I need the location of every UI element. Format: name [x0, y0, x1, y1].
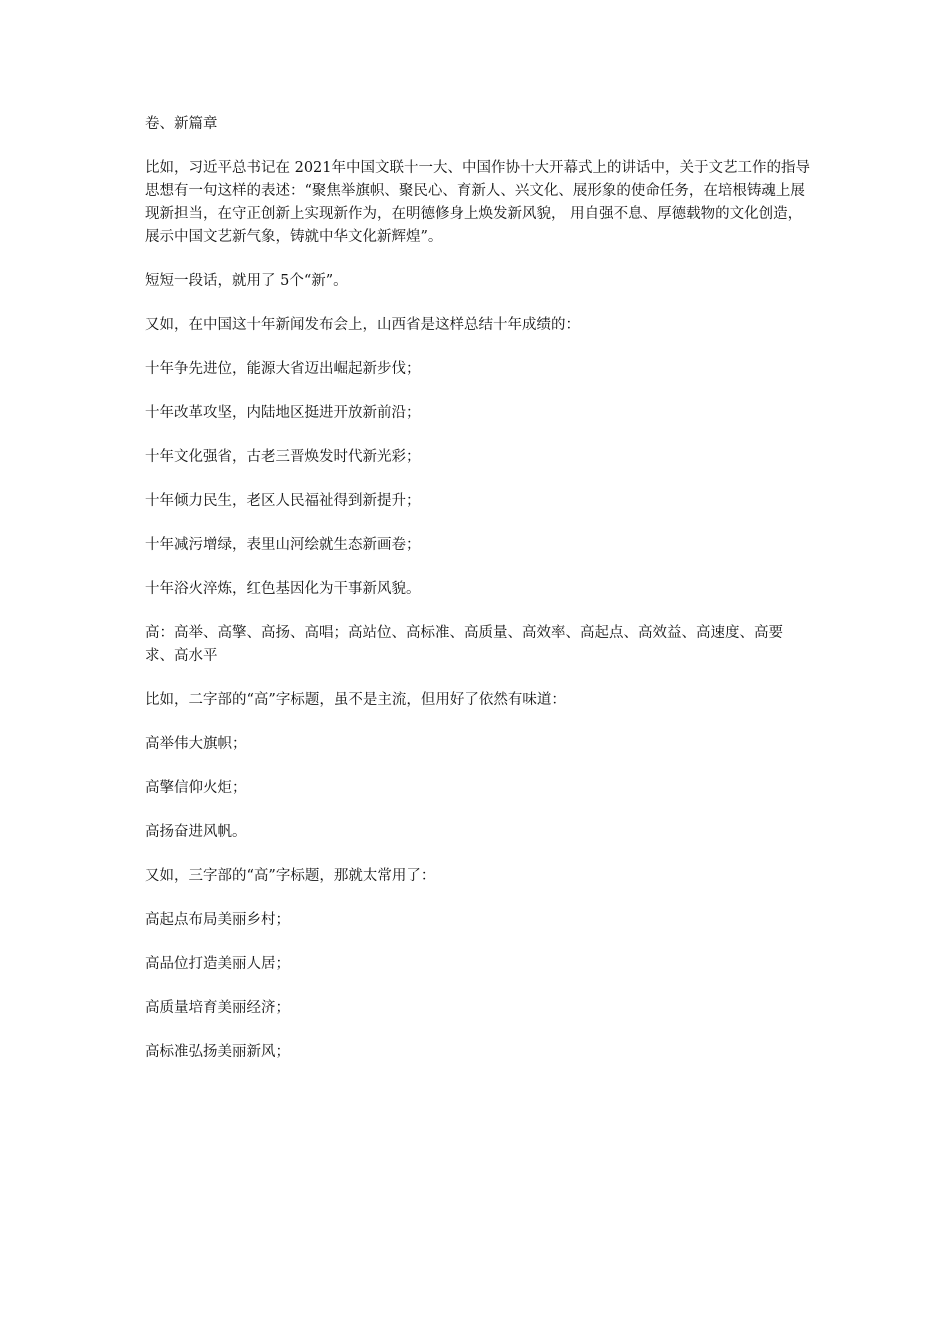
paragraph: 高起点布局美丽乡村； [145, 912, 290, 928]
paragraph: 十年改革攻坚，内陆地区挺进开放新前沿； [145, 405, 421, 421]
paragraph: 比如，习近平总书记在 2021年中国文联十一大、中国作协十大开幕式上的讲话中，关于文艺工作的指导思想有一句这样的表述：“聚焦举旗帜、聚民心、育新人、兴文化、展形象的使命任务，在培根铸魂上展现新担当，在守正创新上实现新作为，在明德修身上焕发新风貌， 用自强不息、厚德载物的文化创造，展示中国文艺新气象，铸就中华文化新辉煌”。 [145, 160, 811, 245]
paragraph: 十年倾力民生，老区人民福祉得到新提升； [145, 493, 421, 509]
paragraph: 十年文化强省，古老三晋焕发时代新光彩； [145, 449, 421, 465]
paragraph: 比如，二字部的“高”字标题，虽不是主流，但用好了依然有味道： [145, 692, 566, 708]
paragraph: 又如，在中国这十年新闻发布会上，山西省是这样总结十年成绩的： [145, 317, 580, 333]
paragraph: 十年争先进位，能源大省迈出崛起新步伐； [145, 361, 421, 377]
document-body [145, 113, 810, 1085]
paragraph: 卷、新篇章 [145, 116, 218, 132]
paragraph: 高质量培育美丽经济； [145, 1000, 290, 1016]
paragraph: 又如，三字部的“高”字标题，那就太常用了： [145, 868, 436, 884]
paragraph: 十年减污增绿，表里山河绘就生态新画卷； [145, 537, 421, 553]
paragraph: 高：高举、高擎、高扬、高唱；高站位、高标准、高质量、高效率、高起点、高效益、高速度、高要求、高水平 [145, 625, 783, 664]
paragraph: 高扬奋进风帆。 [145, 824, 247, 840]
paragraph: 高标准弘扬美丽新风； [145, 1044, 290, 1060]
paragraph: 高举伟大旗帜； [145, 736, 247, 752]
paragraph: 十年浴火淬炼，红色基因化为干事新风貌。 [145, 581, 421, 597]
paragraph: 高擎信仰火炬； [145, 780, 247, 796]
paragraph: 短短一段话，就用了 5个“新”。 [145, 273, 348, 289]
paragraph: 高品位打造美丽人居； [145, 956, 290, 972]
